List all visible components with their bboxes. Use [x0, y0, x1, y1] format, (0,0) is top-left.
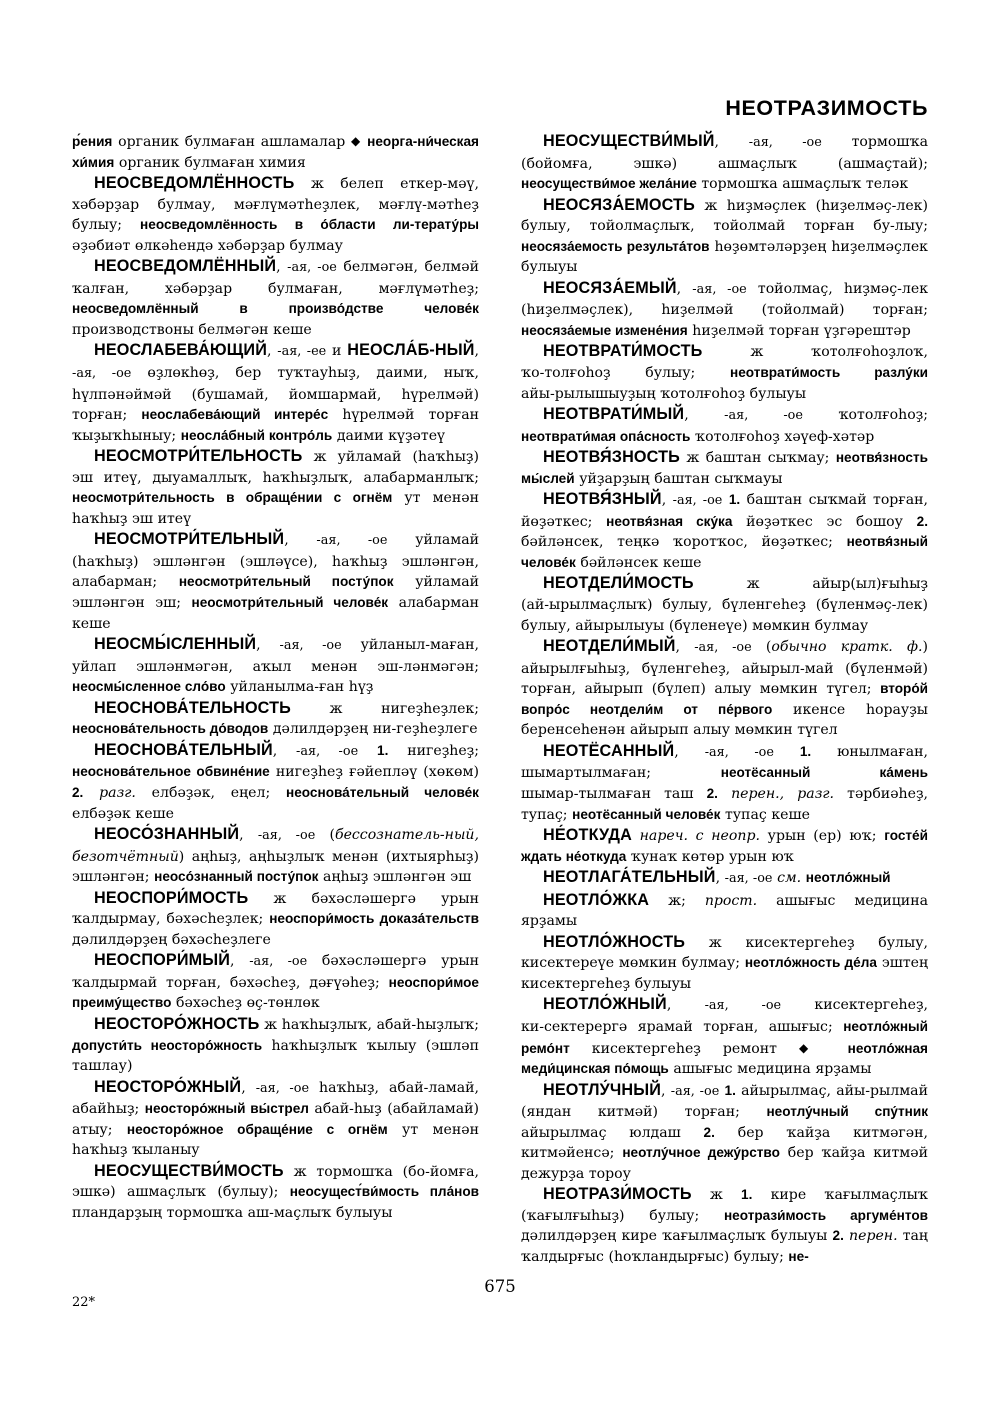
dictionary-entry: НЕОСО́ЗНАННЫЙ, -ая, -ое (бессознатель‑ный, безотчётный) аңһыҙ, аңһыҙлыҡ менән (ихтыярһыҙ) эшләнгән; неосо́знанный посту́пок аңһыҙ эшләнгән эш [72, 825, 479, 886]
running-head: НЕОТРАЗИМОСТЬ [725, 96, 928, 120]
dictionary-entry: НЕОСМОТРИ́ТЕЛЬНЫЙ, -ая, -ое уйламай (haҡһыҙ) эшләнгән (эшләүсе), haҡһыҙ эшләнгән, алабарман; неосмотри́тельный посту́пок уйламай эшләнгән эш; неосмотри́тельный челове́к алабарман кеше [72, 530, 479, 632]
dictionary-entry: НЕОСНОВА́ТЕЛЬНОСТЬ ж нигеҙһеҙлек; неоснова́тельность до́водов дәлилдәрҙең ни‑геҙһеҙлеге [72, 698, 479, 738]
text-columns [72, 131, 928, 1266]
dictionary-entry: НЕОТВРАТИ́МЫЙ, -ая, -ое ҡотолғоһоҙ; неотврати́мая опа́сность ҡотолғоһоҙ хәүеф-хәтәр [521, 405, 928, 445]
dictionary-entry: НЕОСМЫ́СЛЕННЫЙ, -ая, -ое уйланыл‑маған, уйлап эшләнмәгән, аҡыл менән эш‑ләнмәгән; неосмы́сленное сло́во уйланылма‑ған һүҙ [72, 635, 479, 696]
dictionary-entry: НЕОТВРАТИ́МОСТЬ ж ҡотолғоһоҙлоҡ, ҡо‑толғоһоҙ булыу; неотврати́мость разлу́ки айы‑рылышыуҙың ҡотолғоһоҙ булыуы [521, 342, 928, 402]
dictionary-entry: НЕОСПОРИ́МЫЙ, -ая, -ое бәхәсләшергә урын ҡалдырмай торған, бәхәсһеҙ, дәғүәһеҙ; неоспори́мое преиму́щество бәхәсһеҙ өҫ‑төнлөк [72, 951, 479, 1012]
dictionary-entry: НЕОСМОТРИ́ТЕЛЬНОСТЬ ж уйламай (haҡһыҙ) эш итеү, дыуамаллыҡ, haҡһыҙлыҡ, алабарманлыҡ; неосмотри́тельность в обраще́нии с огнём ут менән haҡһыҙ эш итеү [72, 447, 480, 527]
dictionary-entry: НЕОТЛАГА́ТЕЛЬНЫЙ, -ая, -ое см. неотло́жный [543, 868, 891, 887]
dictionary-entry: НЕОСУЩЕСТВИ́МОСТЬ ж тормошҡа (бо‑йомға, эшкә) ашмаҫлыҡ (булыу); неосущест́ви́мость пла́нов пландарҙың тормошҡа аш‑маҫлыҡ булыуы [72, 1161, 479, 1221]
dictionary-entry: НЕОТЛО́ЖНЫЙ, -ая, -ое кисектергеһеҙ, ки‑сектерергә ярамай торған, ашығыс; неотло́жный ремо́нт кисектергеһеҙ ремонт ◆ неотло́жная меди́цинская по́мощь ашығыс медицина ярҙамы [521, 995, 928, 1078]
dictionary-entry: НЕ́ОТКУДА нареч. с неопр. урын (ер) юҡ; госте́й ждать не́откуда ҡунаҡ көтөр урын юҡ [521, 826, 928, 865]
dictionary-entry: НЕОСВЕДОМЛЁННОСТЬ ж белеп еткер‑мәү, хәбәрҙар булмау, мәғлүмәтһеҙлек, мәғлү‑мәтһеҙ булыу; неосведомлённость в о́бласти ли‑терату́ры әҙәбиәт өлкәһендә хәбәрҙар булмау [72, 174, 479, 254]
dictionary-entry: НЕОТВЯ́ЗНЫЙ, -ая, -ое 1. баштан сыҡмай торған, йөҙәткес; неотвя́зная ску́ка йөҙәткес эс бошоу 2. бәйләнсек, теңкә ҡоротҡос, йөҙәткес; неотвя́зный челове́к бәйләнсек кеше [521, 490, 928, 571]
dictionary-entry: НЕОСНОВА́ТЕЛЬНЫЙ, -ая, -ое 1. нигеҙһеҙ; неоснова́тельное обвине́ние нигеҙһеҙ ғәйепләү (хөкөм) 2. разг. елбәҙәк, еңел; неоснова́тельный челове́к елбәҙәк кеше [72, 740, 479, 822]
dictionary-entry: НЕОТЁСАННЫЙ, -ая, -ое 1. юнылмаған, шымартылмаған; неотёсанный ка́мень шымар‑тылмаған таш 2. перен., разг. тәрбиәһеҙ, тупаҫ; неотёсанный челове́к тупаҫ кеше [521, 741, 928, 823]
dictionary-entry: НЕОСЛАБЕВА́ЮЩИЙ, -ая, -ее и НЕОСЛА́Б‑НЫЙ, -ая, -ое өҙлөкһөҙ, бер туҡтауһыҙ, даими, ныҡ, һүлпәнәймәй (бушамай, йомшармай, һүрелмәй) торған; неослабева́ющий интере́с һүрелмәй торған ҡыҙыҡһыныу; неосла́бный контро́ль даими күҙәтеү [72, 341, 480, 444]
dictionary-entry: НЕОТДЕЛИ́МОСТЬ ж айыр(ыл)ғыһыҙ (ай‑ырылмаҫлыҡ) булыу, бүленгеһеҙ (бүленмәҫ‑лек) булыу, айырылыуы (бүленеүе) мөмкин булмау [521, 574, 928, 634]
dictionary-entry: НЕОСПОРИ́МОСТЬ ж бәхәсләшергә урын ҡалдырмау, бәхәсһеҙлек; неоспори́мость доказа́тельств дәлилдәрҙең бәхәсһеҙлеге [72, 888, 480, 948]
dictionary-entry: НЕОСЯЗА́ЕМЫЙ, -ая, -ое тойолмаҫ, hиҙмәҫ‑лек (hиҙелмәҫлек), hиҙелмәй (тойолмай) торған; неосяза́емые измене́ния hиҙелмәй торған үҙгәрештәр [521, 278, 929, 339]
dictionary-entry: НЕОТВЯ́ЗНОСТЬ ж баштан сыҡмау; неотвя́зность мы́слей уйҙарҙың баштан сыҡмауы [521, 448, 928, 487]
column-left [72, 131, 479, 1266]
dictionary-entry: НЕОТЛО́ЖНОСТЬ ж кисектергеһеҙ булыу, кисектереүе мөмкин булмау; неотло́жность де́ла эштең кисектергеһеҙ булыуы [521, 932, 928, 992]
dictionary-entry: НЕОТДЕЛИ́МЫЙ, -ая, -ое (обычно кратк. ф.) айырылғыһыҙ, бүленгеһеҙ, айырыл‑май (бүленмәй) торған, айырып (бүлеп) алыу мөмкин түгел; второ́й вопро́с неотдели́м от пе́рвого икенсе hорауҙы беренсеһенән айырып алыу мөмкин түгел [521, 637, 928, 739]
column-right [521, 131, 928, 1266]
dictionary-entry: НЕОСУЩЕСТВИ́МЫЙ, -ая, -ое тормошҡа (бойомға, эшкә) ашмаҫлыҡ (ашмаҫтай); неосуществи́мое жела́ние тормошҡа ашмаҫлыҡ теләк [521, 132, 928, 193]
dictionary-entry: НЕОТЛО́ЖКА ж; прост. ашығыс медицина ярҙамы [521, 890, 928, 930]
dictionary-entry: НЕОТЛУ́ЧНЫЙ, -ая, -ое 1. айырылмаҫ, айы‑рылмай (яндан китмәй) торған; неотлу́чный спу́тник айырылмаҫ юлдаш 2. бер ҡайҙа китмәгән, китмәйенсә; неотлу́чное дежу́рство бер ҡайҙа китмәй дежурҙа тороу [521, 1080, 929, 1182]
dictionary-entry: НЕОСВЕДОМЛЁННЫЙ, -ая, -ое белмәгән, белмәй ҡалған, хәбәрҙар булмаған, мәғлүмәтһеҙ; неосведомлённый в произво́дстве челове́к производствоны белмәгән кеше [72, 257, 479, 338]
dictionary-entry: НЕОСЯЗА́ЕМОСТЬ ж hиҙмәҫлек (hиҙелмәҫ‑лек) булыу, тойолмаҫлыҡ, тойолмай торған бу‑лыу; неосяза́емость результа́тов һөҙөмтәләрҙең hиҙелмәҫлек булыуы [521, 195, 928, 276]
page-number: 675 [484, 1277, 516, 1296]
dictionary-entry: НЕОСТОРО́ЖНЫЙ, -ая, -ое haҡһыҙ, абай‑ламай, абайһыҙ; неосторо́жный вы́стрел абай‑һыҙ (абайламай) атыу; неосторо́жное обраще́ние с огнём ут менән haҡһыҙ ҡыланыу [72, 1077, 480, 1159]
dictionary-entry: НЕОСТОРО́ЖНОСТЬ ж haҡһыҙлыҡ, абай‑һыҙлыҡ; допусти́ть неосторо́жность haҡһыҙлыҡ ҡылыу (эшләп ташлау) [72, 1014, 479, 1075]
dictionary-entry: НЕОТРАЗИ́МОСТЬ ж 1. кире ҡағылмаҫлыҡ (ҡағылғыһыҙ) булыу; неотрази́мость аргуме́нтов дәлилдәрҙең кире ҡағылмаҫлыҡ булыуы 2. перен. таң ҡалдырғыс (hоҡландырғыс) булыу; не‑ [521, 1185, 928, 1265]
signature-mark: 22* [72, 1295, 96, 1310]
dictionary-entry: р́ения органик булмаған ашламалар ◆ неорга‑ни́ческая хи́мия органик булмаған химия [72, 134, 479, 171]
